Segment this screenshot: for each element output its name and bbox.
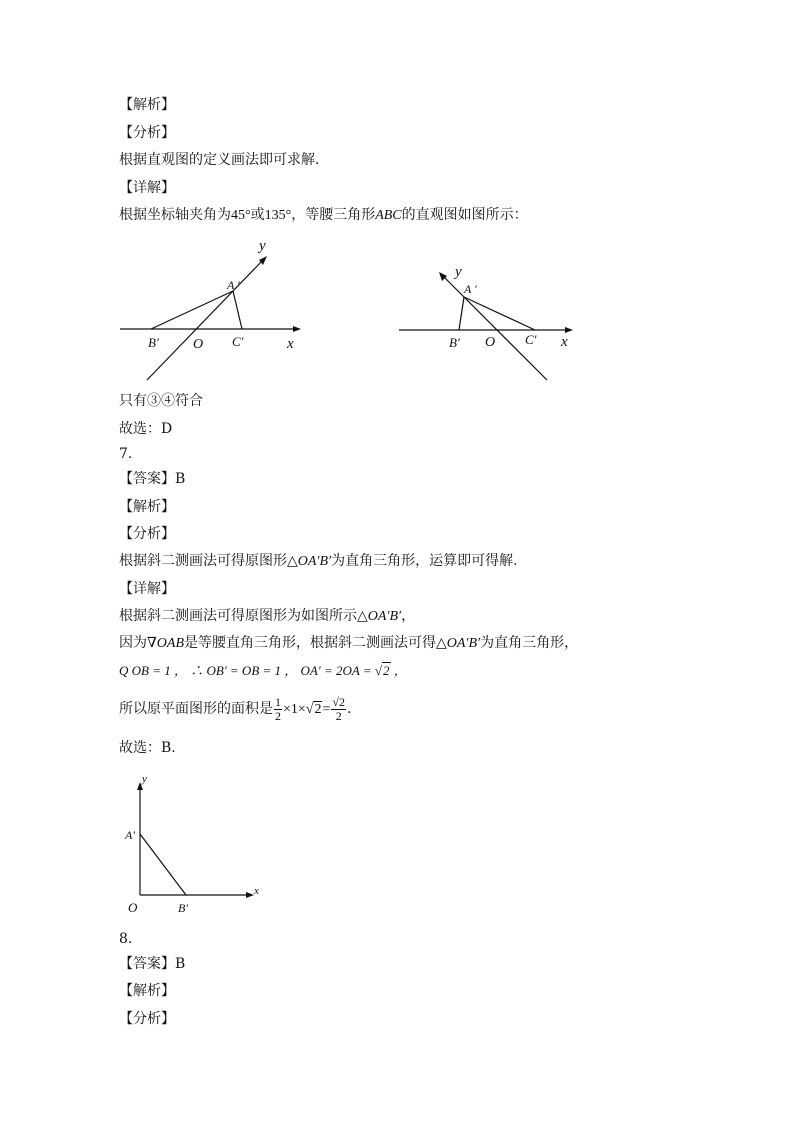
segment-ac	[233, 291, 242, 329]
text-segment: 为直角三角形，运算即可得解.	[331, 553, 518, 569]
text-segment: 是等腰直角三角形，根据斜二测画法可得	[184, 635, 436, 651]
label-c: C′	[525, 332, 537, 347]
line-fenxi-1-text: 根据直观图的定义画法即可求解．	[119, 152, 329, 168]
hypotenuse	[140, 834, 186, 895]
triangle-name: △OA′B′	[436, 636, 481, 651]
line-x7-1	[119, 607, 415, 626]
label-a: A ′	[227, 278, 240, 292]
label-x: x	[254, 885, 259, 897]
line-jiexi-7: 【解析】	[119, 499, 175, 515]
question-number-7: 7.	[119, 446, 133, 462]
fraction-denominator: 2	[335, 708, 342, 723]
line-fenxi-7-text	[119, 552, 518, 571]
segment-ab	[459, 297, 464, 330]
line-xiangjie-7: 【详解】	[119, 581, 175, 597]
text-segment: 为直角三角形，	[480, 635, 579, 651]
text-segment: ，	[401, 608, 416, 624]
line-only: 只有③④符合	[119, 393, 203, 409]
fraction-half	[274, 696, 282, 723]
triangle-name: ABC	[375, 208, 402, 223]
figure-intuitive-135	[395, 260, 585, 385]
triangle-name: △OA′B′	[357, 609, 402, 624]
line-jiexi-1: 【解析】	[119, 97, 175, 113]
text-segment: 根据坐标轴夹角为	[119, 207, 231, 223]
line-xiangjie-1: 【详解】	[119, 180, 175, 196]
label-x: x	[561, 334, 568, 350]
line-fenxi-7: 【分析】	[119, 526, 175, 542]
text-segment: 根据斜二测画法可得原图形	[119, 553, 287, 569]
line-x7-4	[119, 694, 351, 725]
x-axis-arrow	[565, 327, 573, 333]
label-o: O	[193, 337, 204, 352]
triangle-name: △OA′B′	[287, 554, 332, 569]
angle-values: 45°或135°	[231, 208, 292, 223]
fraction-numerator: √2	[332, 694, 345, 709]
math-segment: ，	[390, 663, 407, 678]
line-jiexi-8: 【解析】	[119, 983, 175, 999]
line-x7-2	[119, 634, 578, 653]
segment-ab	[151, 291, 233, 329]
text-segment: 所以原平面图形的面积是	[119, 701, 273, 717]
sqrt-radicand: 2	[383, 663, 390, 678]
text-segment: 根据斜二测画法可得原图形为如图所示	[119, 608, 357, 624]
sqrt-radicand: 2	[314, 702, 322, 717]
label-a: A ′	[464, 282, 477, 296]
label-o: O	[485, 335, 496, 350]
line-answer-8: 【答案】B	[119, 956, 186, 972]
math-segment: ×1×	[283, 702, 306, 717]
line-select-7: 故选：B.	[119, 740, 176, 756]
line-fenxi-8: 【分析】	[119, 1011, 175, 1027]
fraction-denominator: 2	[275, 708, 281, 723]
text-segment: 因为	[119, 635, 147, 651]
y-axis-arrow	[439, 272, 447, 281]
fraction-numerator: 1	[275, 694, 281, 709]
line-select-1: 故选：D	[119, 421, 173, 437]
triangle-name: ∇OAB	[147, 636, 184, 651]
label-a: A′	[125, 828, 135, 842]
sqrt-expression: √2	[374, 663, 390, 678]
text-segment: ，等腰三角形	[291, 207, 376, 223]
label-b: B′	[178, 901, 188, 915]
figure-original-right-triangle	[120, 770, 270, 918]
line-x7-3	[119, 662, 407, 680]
label-o: O	[128, 900, 138, 915]
label-y: y	[455, 264, 462, 280]
label-c: C′	[232, 334, 244, 349]
segment-ac	[464, 297, 535, 330]
x-axis-arrow	[293, 326, 301, 332]
sqrt-expression: √2	[305, 702, 322, 717]
line-xiangjie-1-text	[119, 206, 528, 225]
label-y: y	[142, 773, 147, 785]
label-y: y	[259, 238, 266, 254]
math-segment: =	[322, 702, 331, 717]
line-fenxi-1: 【分析】	[119, 125, 175, 141]
figure-intuitive-45	[115, 230, 315, 385]
label-b: B′	[148, 335, 159, 350]
text-segment: 的直观图如图所示：	[401, 207, 528, 223]
question-number-8: 8.	[119, 931, 133, 947]
fraction-result	[331, 696, 346, 723]
line-answer-7: 【答案】B	[119, 471, 186, 487]
label-x: x	[287, 336, 294, 352]
math-segment: Q OB = 1 ， ∴ OB′ = OB = 1 ， OA′ = 2OA =	[119, 663, 375, 678]
text-segment: .	[346, 701, 352, 717]
label-b: B′	[449, 335, 460, 350]
y-axis	[147, 260, 263, 380]
x-axis-arrow	[246, 892, 254, 898]
